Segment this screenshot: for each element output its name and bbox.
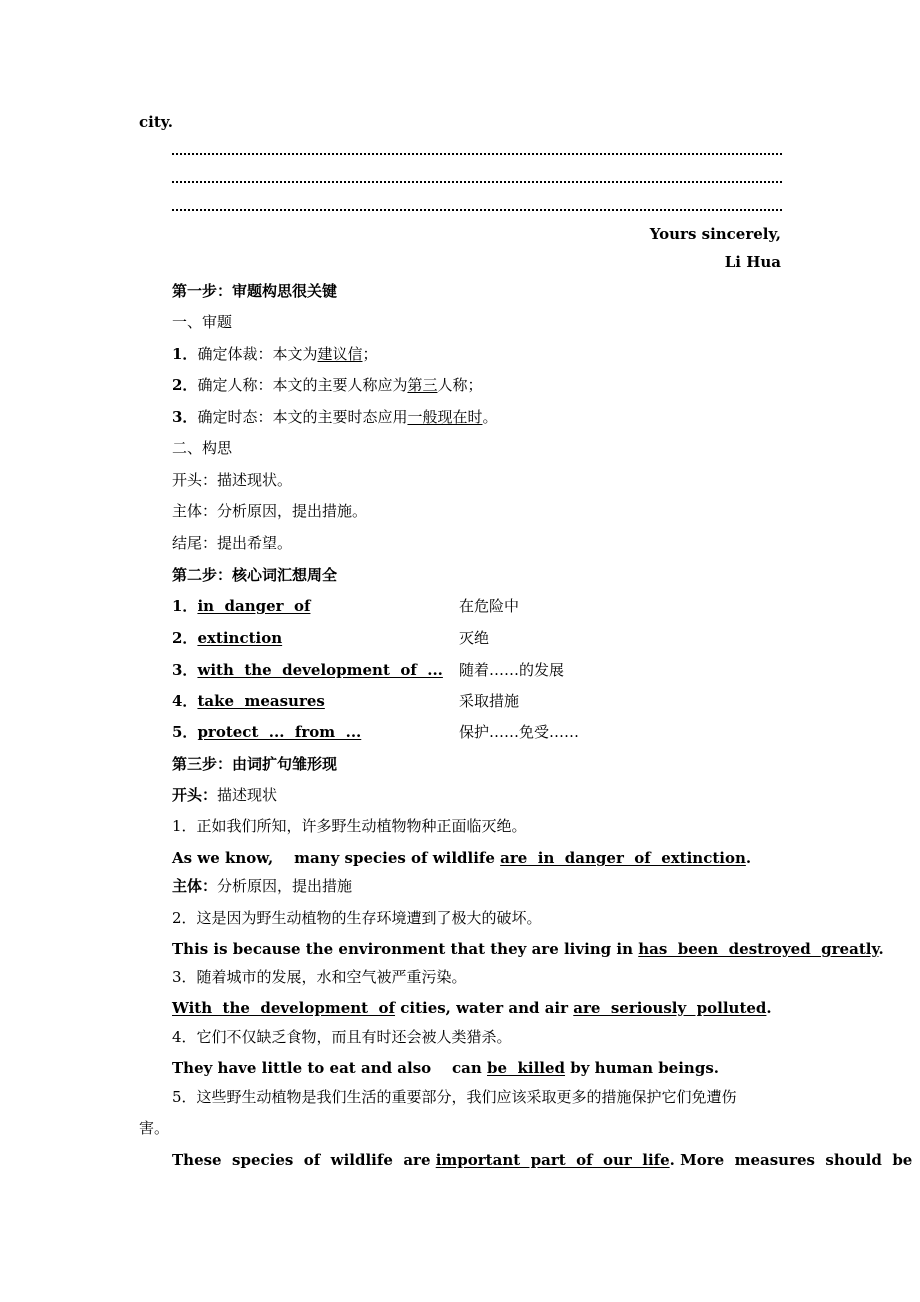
item-text: 确定体裁：本文为 xyxy=(197,345,318,363)
item-number: 3． xyxy=(172,408,198,426)
vocab-chinese-1: 在危险中 xyxy=(459,597,520,615)
vocab-row-4 xyxy=(172,691,325,711)
vocab-row-5 xyxy=(172,722,361,742)
vocab-row-1 xyxy=(172,596,310,616)
body-label: 主体： xyxy=(172,877,218,895)
item-tail: 人称； xyxy=(437,376,483,394)
vocab-number: 5． xyxy=(172,723,198,741)
vocab-number: 1． xyxy=(172,597,198,615)
item-number: 2． xyxy=(172,376,198,394)
step1-title: 第一步：审题构思很关键 xyxy=(172,282,338,300)
item-number: 1． xyxy=(172,345,198,363)
sentence-2-chinese: 2．这是因为野生动植物的生存环境遭到了极大的破坏。 xyxy=(172,909,542,927)
body-heading xyxy=(172,876,352,896)
vocab-chinese-2: 灭绝 xyxy=(459,629,490,647)
sentence-text: These species of wildlife are xyxy=(172,1151,436,1169)
sentence-5-chinese-line-1: 5．这些野生动植物是我们生活的重要部分，我们应该采取更多的措施保护它们免遭伤 xyxy=(172,1088,737,1106)
vocab-chinese-4: 采取措施 xyxy=(459,692,520,710)
vocab-row-3 xyxy=(172,660,443,680)
step3-title: 第三步：由词扩句雏形现 xyxy=(172,755,338,773)
sentence-3-chinese: 3．随着城市的发展，水和空气被严重污染。 xyxy=(172,968,467,986)
outline-ending: 结尾：提出希望。 xyxy=(172,534,293,552)
sentence-5-chinese-line-2: 害。 xyxy=(139,1119,170,1137)
opening-label: 开头： xyxy=(172,786,218,804)
item-tail: 。 xyxy=(482,408,498,426)
letter-fragment: city. xyxy=(139,113,173,131)
vocab-english: extinction xyxy=(197,629,283,647)
dotted-writing-line-3 xyxy=(172,209,782,211)
sentence-text: As we know, many species of wildlife xyxy=(172,849,501,867)
sentence-tail: . xyxy=(878,940,884,958)
vocab-english: protect ... from ... xyxy=(197,723,362,741)
opening-heading xyxy=(172,785,277,805)
item-text: 确定时态：本文的主要时态应用 xyxy=(197,408,408,426)
sentence-1-chinese: 1．正如我们所知，许多野生动植物物种正面临灭绝。 xyxy=(172,817,527,835)
letter-signature: Li Hua xyxy=(724,253,781,271)
item-text: 确定人称：本文的主要人称应为 xyxy=(197,376,408,394)
vocab-number: 2． xyxy=(172,629,198,647)
outline-body: 主体：分析原因，提出措施。 xyxy=(172,502,368,520)
item-answer: 第三 xyxy=(407,376,438,394)
sentence-answer: be killed xyxy=(487,1059,566,1077)
sentence-4-chinese: 4．它们不仅缺乏食物，而且有时还会被人类猎杀。 xyxy=(172,1028,512,1046)
vocab-number: 4． xyxy=(172,692,198,710)
item-tail: ； xyxy=(362,345,378,363)
opening-text: 描述现状 xyxy=(217,786,278,804)
step1-section-a: 一、审题 xyxy=(172,313,233,331)
sentence-1-english xyxy=(172,848,751,868)
sentence-text: This is because the environment that they are living in xyxy=(172,940,639,958)
sentence-answer-2: are seriously polluted xyxy=(573,999,767,1017)
sentence-tail: by human beings. xyxy=(565,1059,719,1077)
sentence-answer-1: With the development of xyxy=(172,999,396,1017)
item-answer: 建议信 xyxy=(317,345,363,363)
sentence-answer: important part of our life xyxy=(435,1151,670,1169)
dotted-writing-line-2 xyxy=(172,181,782,183)
vocab-chinese-5: 保护……免受…… xyxy=(459,723,580,741)
vocab-number: 3． xyxy=(172,661,198,679)
step2-title: 第二步：核心词汇想周全 xyxy=(172,566,338,584)
step1-item-3 xyxy=(172,407,497,427)
sentence-5-english xyxy=(172,1150,912,1170)
sentence-tail: . More measures should be xyxy=(669,1151,913,1169)
sentence-3-english xyxy=(172,998,772,1018)
vocab-row-2 xyxy=(172,628,282,648)
step1-item-2 xyxy=(172,375,482,395)
sentence-4-english xyxy=(172,1058,719,1078)
item-answer: 一般现在时 xyxy=(407,408,483,426)
vocab-english: take measures xyxy=(197,692,325,710)
sentence-text: They have little to eat and also can xyxy=(172,1059,488,1077)
dotted-writing-line-1 xyxy=(172,153,782,155)
step1-section-b: 二、构思 xyxy=(172,439,233,457)
sentence-tail: . xyxy=(766,999,772,1017)
vocab-chinese-3: 随着……的发展 xyxy=(459,661,565,679)
step1-item-1 xyxy=(172,344,377,364)
outline-opening: 开头：描述现状。 xyxy=(172,471,293,489)
sentence-tail: . xyxy=(745,849,752,867)
body-text: 分析原因，提出措施 xyxy=(217,877,353,895)
sentence-answer: are in danger of extinction xyxy=(500,849,746,867)
sentence-answer: has been destroyed greatly xyxy=(638,940,879,958)
sentence-text: cities, water and air xyxy=(395,999,574,1017)
sentence-2-english xyxy=(172,939,884,959)
vocab-english: in danger of xyxy=(197,597,311,615)
letter-closing: Yours sincerely, xyxy=(649,225,781,243)
vocab-english: with the development of ... xyxy=(197,661,443,679)
